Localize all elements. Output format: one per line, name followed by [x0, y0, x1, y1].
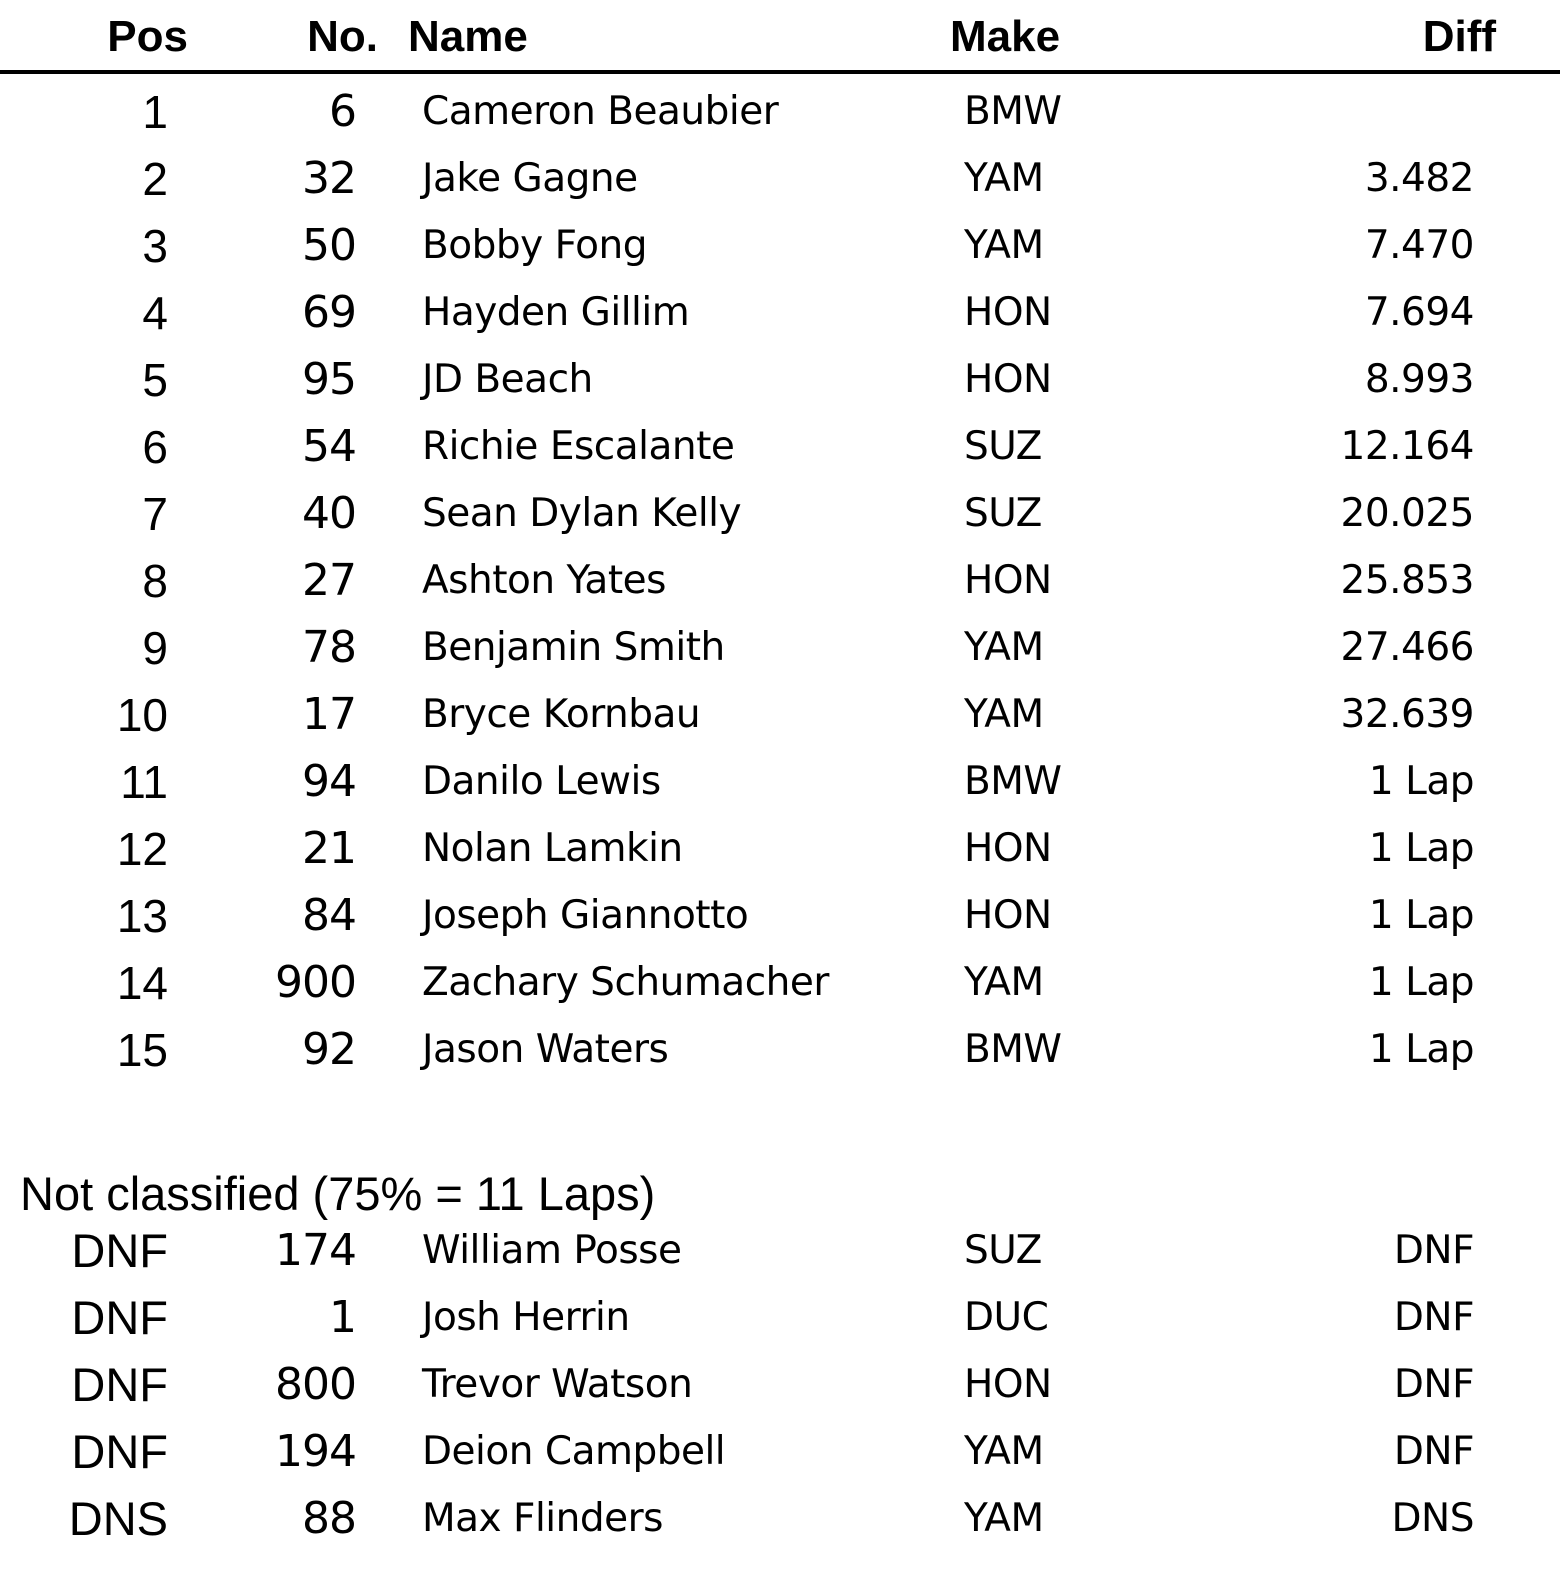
- make: HON: [964, 826, 1052, 871]
- rider-name: Deion Campbell: [422, 1429, 726, 1474]
- rider-name: William Posse: [422, 1228, 682, 1273]
- table-row: [0, 212, 1560, 280]
- rider-number: 900: [275, 957, 356, 1008]
- table-row: [0, 547, 1560, 615]
- rider-name: Jason Waters: [422, 1027, 669, 1072]
- make: SUZ: [964, 1228, 1042, 1273]
- gap: 7.694: [1364, 290, 1474, 335]
- rider-name: Bobby Fong: [422, 223, 647, 268]
- table-row: [0, 882, 1560, 950]
- rider-number: 94: [302, 756, 356, 807]
- make: YAM: [964, 625, 1044, 670]
- rider-number: 32: [302, 153, 356, 204]
- make: HON: [964, 893, 1052, 938]
- gap: 1 Lap: [1368, 1027, 1474, 1072]
- rider-number: 6: [329, 86, 356, 137]
- rider-number: 174: [275, 1225, 356, 1276]
- gap: DNF: [1393, 1429, 1474, 1474]
- table-row: [0, 1418, 1560, 1486]
- status: DNS: [68, 1492, 168, 1545]
- position: 13: [116, 890, 168, 942]
- make: YAM: [964, 1429, 1044, 1474]
- rider-name: Sean Dylan Kelly: [422, 491, 742, 536]
- table-row: [0, 681, 1560, 749]
- gap: DNF: [1393, 1228, 1474, 1273]
- rider-number: 27: [302, 555, 356, 606]
- position: 11: [120, 756, 168, 808]
- gap: 8.993: [1364, 357, 1474, 402]
- gap: 27.466: [1340, 625, 1474, 670]
- make: BMW: [964, 1027, 1062, 1072]
- rider-name: Danilo Lewis: [422, 759, 661, 804]
- rider-number: 800: [275, 1359, 356, 1410]
- gap: 1 Lap: [1368, 759, 1474, 804]
- rider-name: Josh Herrin: [422, 1295, 630, 1340]
- rider-name: JD Beach: [422, 357, 593, 402]
- make: SUZ: [964, 491, 1042, 536]
- make: BMW: [964, 89, 1062, 134]
- rider-number: 21: [302, 823, 356, 874]
- make: YAM: [964, 223, 1044, 268]
- rider-number: 78: [302, 622, 356, 673]
- gap: 12.164: [1340, 424, 1474, 469]
- gap: DNF: [1393, 1362, 1474, 1407]
- make: HON: [964, 357, 1052, 402]
- table-row: [0, 949, 1560, 1017]
- make: HON: [964, 1362, 1052, 1407]
- position: 7: [142, 488, 168, 540]
- table-header: [0, 0, 1560, 74]
- rider-name: Hayden Gillim: [422, 290, 690, 335]
- make: DUC: [964, 1295, 1049, 1340]
- rider-number: 194: [275, 1426, 356, 1477]
- table-row: [0, 614, 1560, 682]
- rider-number: 17: [302, 689, 356, 740]
- rider-number: 1: [329, 1292, 356, 1343]
- rider-name: Cameron Beaubier: [422, 89, 779, 134]
- position: 8: [142, 555, 168, 607]
- rider-number: 95: [302, 354, 356, 405]
- table-row: [0, 1016, 1560, 1084]
- column-header-pos: Pos: [107, 12, 188, 61]
- position: 3: [142, 220, 168, 272]
- rider-name: Bryce Kornbau: [422, 692, 701, 737]
- table-row: [0, 748, 1560, 816]
- table-row: [0, 78, 1560, 146]
- rider-name: Jake Gagne: [422, 156, 638, 201]
- table-row: [0, 815, 1560, 883]
- gap: 3.482: [1364, 156, 1474, 201]
- rider-name: Trevor Watson: [422, 1362, 693, 1407]
- rider-name: Nolan Lamkin: [422, 826, 683, 871]
- rider-name: Joseph Giannotto: [422, 893, 749, 938]
- table-row: [0, 1485, 1560, 1553]
- position: 14: [116, 957, 168, 1009]
- not-classified-heading: Not classified (75% = 11 Laps): [20, 1167, 656, 1220]
- rider-number: 92: [302, 1024, 356, 1075]
- table-row: [0, 279, 1560, 347]
- gap: 20.025: [1340, 491, 1474, 536]
- rider-number: 40: [302, 488, 356, 539]
- column-header-diff: Diff: [1422, 12, 1496, 61]
- gap: 1 Lap: [1368, 826, 1474, 871]
- table-row: [0, 1217, 1560, 1285]
- position: 15: [116, 1024, 168, 1076]
- make: HON: [964, 290, 1052, 335]
- gap: DNF: [1393, 1295, 1474, 1340]
- position: 10: [116, 689, 168, 741]
- position: 12: [116, 823, 168, 875]
- rider-number: 84: [302, 890, 356, 941]
- rider-name: Max Flinders: [422, 1496, 663, 1541]
- make: HON: [964, 558, 1052, 603]
- rider-name: Zachary Schumacher: [422, 960, 829, 1005]
- gap: 1 Lap: [1368, 960, 1474, 1005]
- position: 2: [142, 153, 168, 205]
- status: DNF: [71, 1291, 168, 1344]
- column-header-no: No.: [307, 12, 378, 61]
- make: YAM: [964, 960, 1044, 1005]
- make: YAM: [964, 156, 1044, 201]
- make: BMW: [964, 759, 1062, 804]
- table-row: [0, 480, 1560, 548]
- column-header-name: Name: [408, 12, 528, 61]
- rider-number: 50: [302, 220, 356, 271]
- gap: 25.853: [1340, 558, 1474, 603]
- status: DNF: [71, 1358, 168, 1411]
- rider-number: 88: [302, 1493, 356, 1544]
- table-row: [0, 346, 1560, 414]
- gap: DNS: [1391, 1496, 1474, 1541]
- rider-number: 54: [302, 421, 356, 472]
- rider-name: Richie Escalante: [422, 424, 735, 469]
- table-row: [0, 413, 1560, 481]
- gap: 32.639: [1340, 692, 1474, 737]
- position: 1: [142, 86, 168, 138]
- gap: 7.470: [1364, 223, 1474, 268]
- rider-name: Ashton Yates: [422, 558, 666, 603]
- table-row: [0, 1351, 1560, 1419]
- make: YAM: [964, 1496, 1044, 1541]
- table-row: [0, 145, 1560, 213]
- status: DNF: [71, 1425, 168, 1478]
- rider-name: Benjamin Smith: [422, 625, 725, 670]
- position: 4: [142, 287, 168, 339]
- make: SUZ: [964, 424, 1042, 469]
- gap: 1 Lap: [1368, 893, 1474, 938]
- rider-number: 69: [302, 287, 356, 338]
- position: 5: [142, 354, 168, 406]
- table-row: [0, 1284, 1560, 1352]
- make: YAM: [964, 692, 1044, 737]
- position: 6: [142, 421, 168, 473]
- position: 9: [142, 622, 168, 674]
- column-header-make: Make: [950, 12, 1061, 61]
- status: DNF: [71, 1224, 168, 1277]
